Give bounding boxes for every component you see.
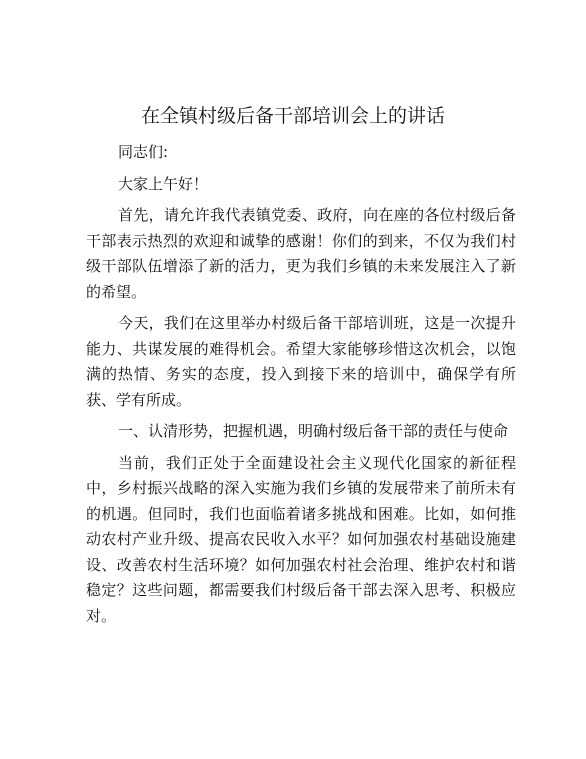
- section-paragraph: 当前，我们正处于全面建设社会主义现代化国家的新征程中，乡村振兴战略的深入实施为我们乡镇的发展带来了前所未有的机遇。但同时，我们也面临着诸多挑战和困难。比如，如何推动农村产业升级、提高农民收入水平？如何加强农村基础设施建设、改善农村生活环境？如何加强农村社会治理、维护农村和谐稳定？这些问题，都需要我们村级后备干部去深入思考、积极应对。: [86, 453, 516, 625]
- document-body: [86, 140, 516, 635]
- paragraph-intro: 首先，请允许我代表镇党委、政府，向在座的各位村级后备干部表示热烈的欢迎和诚挚的感谢！你们的到来，不仅为我们村级干部队伍增添了新的活力，更为我们乡镇的未来发展注入了新的希望。: [86, 206, 516, 301]
- paragraph-training: 今天，我们在这里举办村级后备干部培训班，这是一次提升能力、共谋发展的难得机会。希望大家能够珍惜这次机会，以饱满的热情、务实的态度，投入到接下来的培训中，确保学有所获、学有所成。: [86, 314, 516, 409]
- salutation: 同志们:: [118, 143, 169, 161]
- document-title: 在全镇村级后备干部培训会上的讲话: [140, 105, 445, 127]
- greeting: 大家上午好！: [118, 174, 209, 193]
- section-heading: 一、认清形势，把握机遇，明确村级后备干部的责任与使命: [118, 422, 509, 440]
